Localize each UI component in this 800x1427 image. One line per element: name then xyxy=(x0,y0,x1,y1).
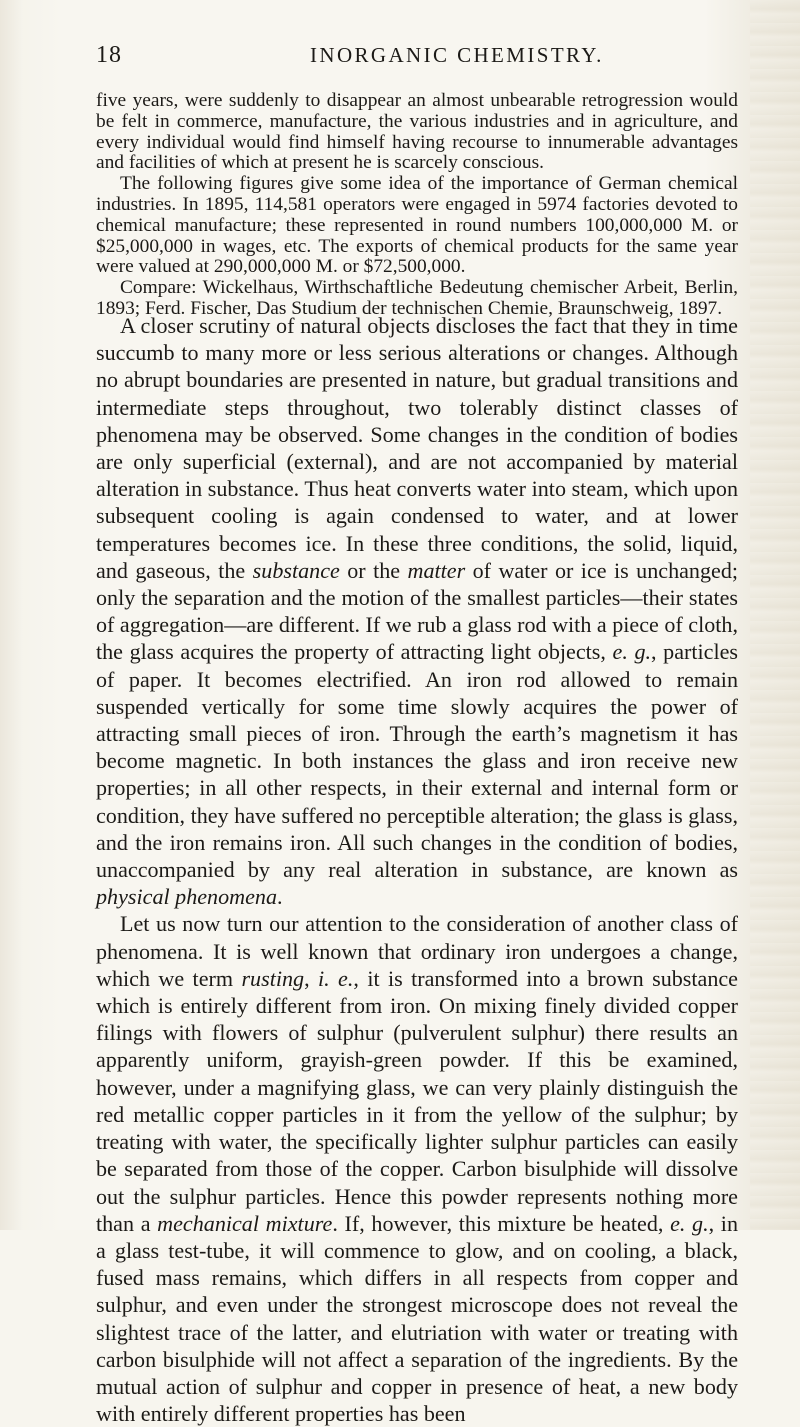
body-paragraph-1 xyxy=(96,312,738,910)
text-run: Let us now turn our attention to the consideration of another class of phenomena. It is well known that ordinary iron undergoes a change, which we term xyxy=(96,911,738,991)
italic-run: mechanical mixture xyxy=(157,1210,333,1236)
text-run: of water or ice is unchanged; only the separation and the motion of the smallest particles—their states of aggregation—are different. If we rub a glass rod with a piece of cloth, the glass acquires the property of attracting light objects, xyxy=(96,557,739,665)
text-run: or the xyxy=(339,557,408,583)
footnote-paragraph-1: five years, were suddenly to disappear an almost unbearable retrogression would be felt in commerce, manufacture, the various industries and in agriculture, and every individual would find himself having recourse to innumerable advantages and facilities of which at present he is scarcely conscious. xyxy=(96,90,738,174)
text-run: . If, however, this mixture be heated, xyxy=(332,1210,671,1236)
text-run: , it is transformed into a brown substance which is entirely different from iron. On mixing finely divided copper filings with flowers of sulphur (pulverulent sulphur) there results an apparently uniform, grayish-green powder. If this be examined, however, under a magnifying glass, we can very plainly distinguish the red metallic copper particles in it from the yellow of the sulphur; by treating with water, the specifically lighter sulphur particles can easily be separated from those of the copper. Carbon bisulphide will dissolve out the sulphur particles. Hence this powder represents nothing more than a xyxy=(96,965,738,1236)
italic-run: i. e. xyxy=(318,965,354,991)
text-run: A closer scrutiny of natural objects discloses the fact that they in time succumb to many more or less serious alterations or changes. Although no abrupt boundaries are presented in nature, but gradual transitions and intermediate steps throughout, two tolerably distinct classes of phenomena may be observed. Some changes in the condition of bodies are only superficial (external), and are not accompanied by material alteration in substance. Thus heat converts water into steam, which upon subsequent cooling is again condensed to water, and at lower temperatures becomes ice. In these three conditions, the solid, liquid, and gaseous, the xyxy=(96,313,738,583)
italic-run: substance xyxy=(252,557,340,583)
page-edge-shadow xyxy=(750,0,800,1230)
body-text xyxy=(96,312,738,1427)
footnote-block xyxy=(96,91,738,320)
footnote-paragraph-3: Compare: Wickelhaus, Wirthschaftliche Bedeutung chemischer Arbeit, Berlin, 1893; Ferd. Fischer, Das Studium der technischen Chemie, Braunschweig, 1897. xyxy=(96,277,738,319)
italic-run: e. g. xyxy=(670,1210,709,1236)
italic-run: rusting xyxy=(241,965,305,991)
footnote-paragraph-2: The following figures give some idea of the importance of German chemical industries. In 1895, 114,581 operators were engaged in 5974 factories devoted to chemical manufacture; these represented in round numbers 100,000,000 M. or $25,000,000 in wages, etc. The exports of chemical products for the same year were valued at 290,000,000 M. or $72,500,000. xyxy=(96,173,738,278)
italic-run: matter xyxy=(407,557,466,583)
page-header xyxy=(96,42,736,82)
page-number: 18 xyxy=(96,42,122,68)
text-run: , in a glass test-tube, it will commence to glow, and on cooling, a black, fused mass remains, which differs in all respects from copper and sulphur, and even under the strongest microscope does not reveal the slightest trace of the latter, and elutriation with water or treating with carbon bisulphide will not affect a separation of the ingredients. By the mutual action of sulphur and copper in presence of heat, a new body with entirely different properties has been xyxy=(96,1210,738,1427)
running-head: INORGANIC CHEMISTRY. xyxy=(310,43,604,67)
page-gutter-shadow xyxy=(0,0,22,1230)
text-run: , particles of paper. It becomes electrified. An iron rod allowed to remain suspended vertically for some time slowly acquires the power of attracting small pieces of iron. Through the earth’s magnetism it has become magnetic. In both instances the glass and iron receive new properties; in all other respects, in their external and internal form or condition, they have suffered no perceptible alteration; the glass is glass, and the iron remains iron. All such changes in the condition of bodies, unaccompanied by any real alteration in substance, are known as xyxy=(96,639,738,883)
text-run: . xyxy=(277,884,283,910)
italic-run: e. g. xyxy=(612,639,652,665)
italic-run: physical phenomena xyxy=(96,884,278,910)
text-run: , xyxy=(304,965,318,991)
body-paragraph-2 xyxy=(96,910,738,1427)
